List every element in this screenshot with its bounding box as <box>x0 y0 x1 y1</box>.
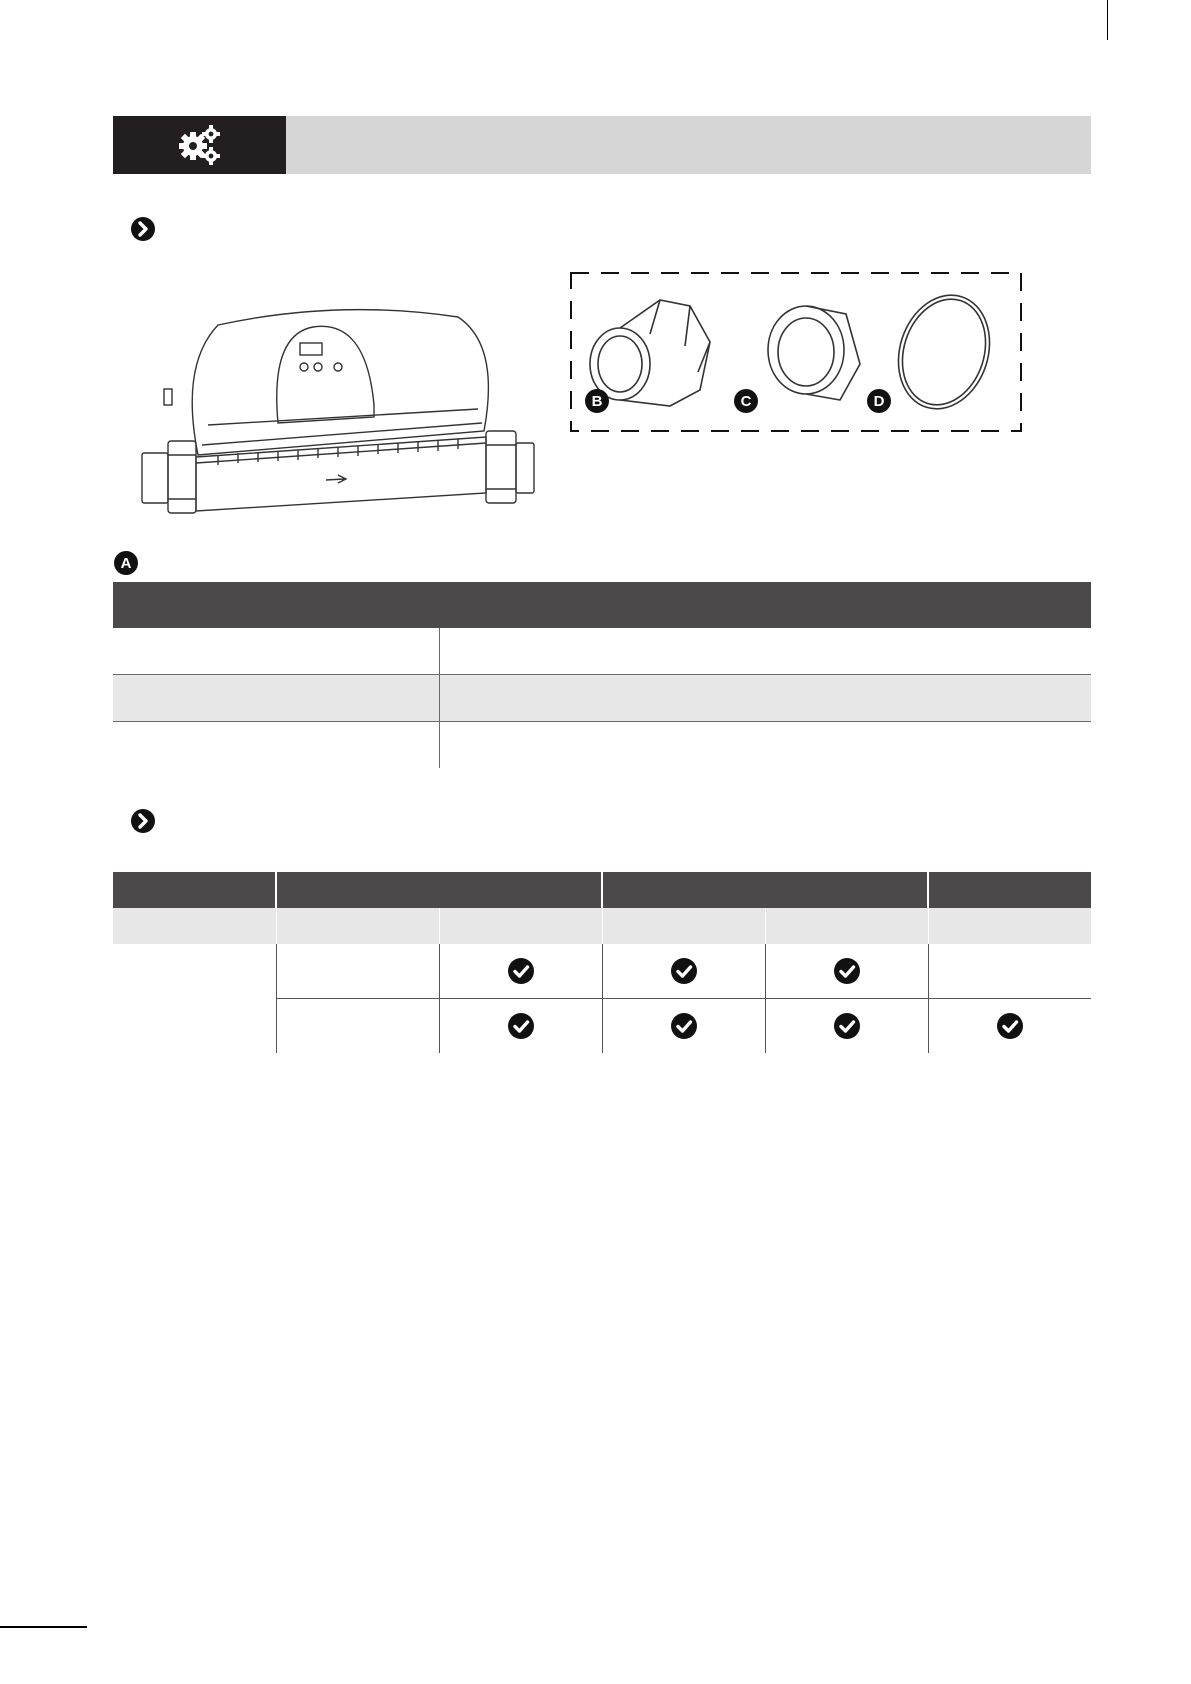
table-header-row <box>113 582 1091 628</box>
svg-text:C: C <box>740 393 752 410</box>
badge-d <box>866 388 892 414</box>
check-cell <box>602 999 765 1054</box>
check-cell <box>439 944 602 999</box>
table-row <box>113 628 1091 675</box>
table-header-cell <box>440 582 1092 628</box>
badge-b <box>584 388 610 414</box>
chlorinator-unit-illustration <box>138 305 536 525</box>
svg-text:B: B <box>591 393 603 410</box>
check-cell <box>928 944 1091 999</box>
table-subheader-row <box>113 908 1091 944</box>
check-circle-icon <box>996 1012 1024 1040</box>
check-circle-icon <box>833 957 861 985</box>
badge-c <box>733 388 759 414</box>
check-cell <box>765 944 928 999</box>
badge-a <box>113 550 139 576</box>
gears-icon <box>177 124 221 166</box>
check-circle-icon <box>670 1012 698 1040</box>
table-header-row <box>113 872 1091 908</box>
table-header-cell <box>113 872 276 908</box>
table-header-cell <box>602 872 928 908</box>
section-header-title-bar <box>286 116 1091 174</box>
compatibility-table <box>113 872 1091 1053</box>
check-circle-icon <box>833 1012 861 1040</box>
svg-text:A: A <box>120 555 132 572</box>
chevron-right-circle-icon <box>130 808 156 834</box>
table-header-cell <box>928 872 1091 908</box>
check-circle-icon <box>507 1012 535 1040</box>
table-row <box>113 722 1091 769</box>
table-header-cell <box>113 582 440 628</box>
check-cell <box>765 999 928 1054</box>
table-row <box>113 675 1091 722</box>
check-cell <box>439 999 602 1054</box>
chevron-right-circle-icon <box>130 216 156 242</box>
check-circle-icon <box>670 957 698 985</box>
svg-text:D: D <box>873 393 885 410</box>
table-header-cell <box>276 872 602 908</box>
crop-mark <box>1107 0 1108 40</box>
specifications-table <box>113 582 1091 768</box>
check-circle-icon <box>507 957 535 985</box>
check-cell <box>602 944 765 999</box>
footer-rule <box>0 1626 87 1628</box>
check-cell <box>928 999 1091 1054</box>
accessory-parts-figure <box>570 272 1022 432</box>
table-row <box>113 944 1091 999</box>
